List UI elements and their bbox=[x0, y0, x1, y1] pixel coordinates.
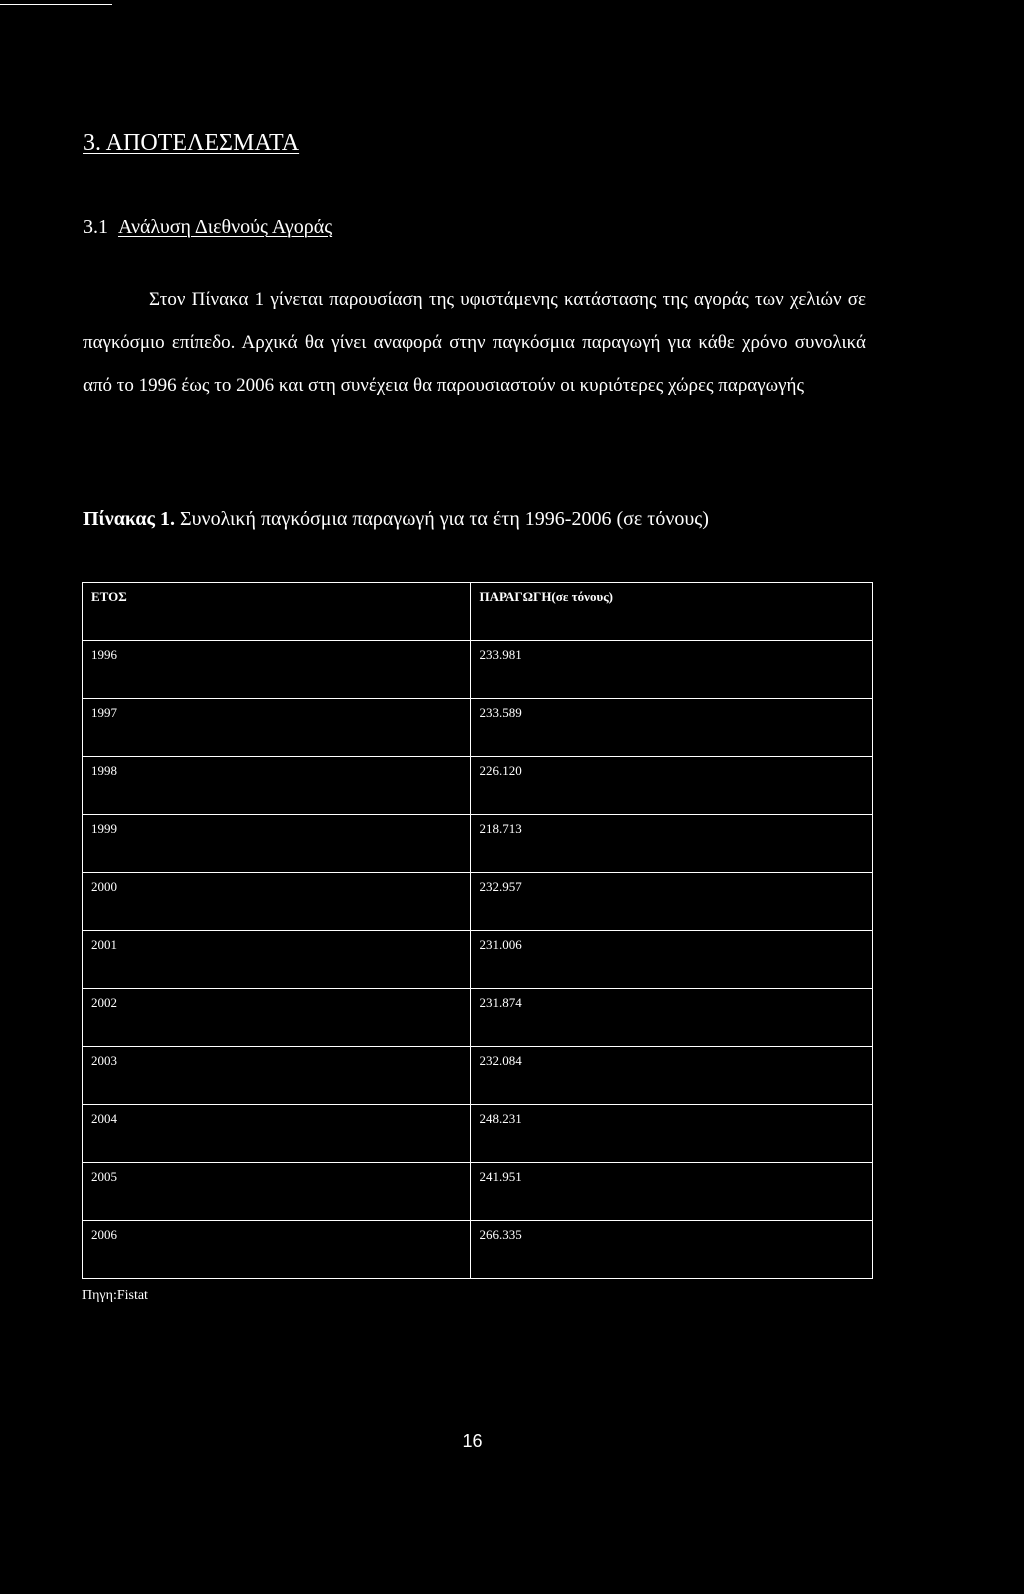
table-caption bbox=[83, 506, 709, 532]
cell-year: 1999 bbox=[83, 815, 471, 873]
table-row bbox=[83, 1047, 873, 1105]
table-row bbox=[83, 1105, 873, 1163]
table-row bbox=[83, 1221, 873, 1279]
table-source-note: Πηγη:Fistat bbox=[82, 1288, 148, 1303]
cell-year: 2003 bbox=[83, 1047, 471, 1105]
subsection-title: Ανάλυση Διεθνούς Αγοράς bbox=[118, 216, 333, 238]
cell-production: 231.874 bbox=[471, 989, 873, 1047]
cell-production: 266.335 bbox=[471, 1221, 873, 1279]
table-caption-label: Πίνακας 1. bbox=[83, 508, 175, 530]
cell-production: 233.589 bbox=[471, 699, 873, 757]
header-year: ΕΤΟΣ bbox=[83, 583, 471, 641]
section-heading-text: 3. ΑΠΟΤΕΛΕΣΜΑΤΑ bbox=[83, 130, 300, 156]
cell-production: 226.120 bbox=[471, 757, 873, 815]
cell-year: 1998 bbox=[83, 757, 471, 815]
cell-year: 2000 bbox=[83, 873, 471, 931]
cell-year: 2004 bbox=[83, 1105, 471, 1163]
table-row bbox=[83, 641, 873, 699]
section-heading bbox=[83, 128, 299, 158]
table-caption-text: Συνολική παγκόσμια παραγωγή για τα έτη 1996-2006 (σε τόνους) bbox=[179, 508, 709, 530]
table-row bbox=[83, 989, 873, 1047]
intro-paragraph: Στον Πίνακα 1 γίνεται παρουσίαση της υφιστάμενης κατάστασης της αγοράς των χελιών σε παγκόσμιο επίπεδο. Αρχικά θα γίνει αναφορά στην παγκόσμια παραγωγή για κάθε χρόνο συνολικά από το 1996 έως το 2006 και στη συνέχεια θα παρουσιαστούν οι κυριότερες χώρες παραγωγής bbox=[83, 289, 866, 396]
cell-production: 233.981 bbox=[471, 641, 873, 699]
cell-production: 232.957 bbox=[471, 873, 873, 931]
table-row bbox=[83, 931, 873, 989]
cell-year: 1997 bbox=[83, 699, 471, 757]
table-header-row bbox=[83, 583, 873, 641]
cell-production: 232.084 bbox=[471, 1047, 873, 1105]
cell-year: 1996 bbox=[83, 641, 471, 699]
cell-year: 2006 bbox=[83, 1221, 471, 1279]
table-row bbox=[83, 757, 873, 815]
top-rule bbox=[0, 4, 112, 5]
table-row bbox=[83, 815, 873, 873]
page-number: 16 bbox=[462, 1431, 483, 1451]
subsection-number: 3.1 bbox=[83, 216, 108, 238]
header-production: ΠΑΡΑΓΩΓΗ(σε τόνους) bbox=[471, 583, 873, 641]
cell-year: 2005 bbox=[83, 1163, 471, 1221]
cell-production: 241.951 bbox=[471, 1163, 873, 1221]
cell-year: 2002 bbox=[83, 989, 471, 1047]
table-row bbox=[83, 1163, 873, 1221]
subsection-heading bbox=[83, 214, 332, 240]
production-table bbox=[82, 582, 873, 1279]
cell-production: 248.231 bbox=[471, 1105, 873, 1163]
table-row bbox=[83, 873, 873, 931]
cell-production: 218.713 bbox=[471, 815, 873, 873]
cell-year: 2001 bbox=[83, 931, 471, 989]
table-row bbox=[83, 699, 873, 757]
cell-production: 231.006 bbox=[471, 931, 873, 989]
